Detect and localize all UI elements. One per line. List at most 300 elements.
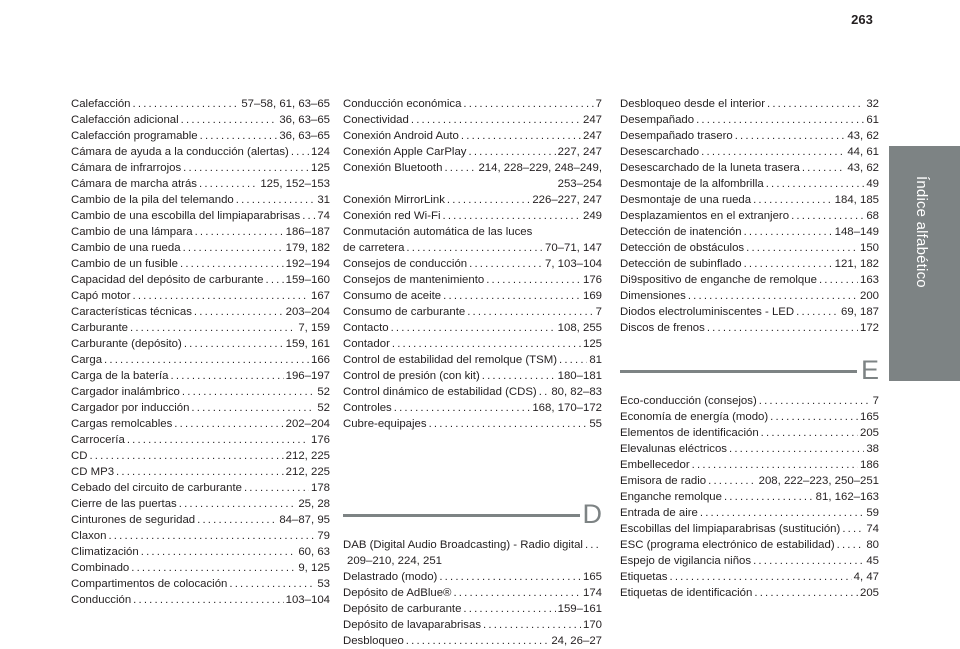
index-entry-term: Contador: [343, 338, 390, 350]
index-entry-pages: 24, 26–27: [551, 635, 602, 647]
dot-leader: [141, 544, 297, 560]
index-entry-term: Cambio de una lámpara: [71, 226, 193, 238]
index-entry-pages: 205: [859, 427, 879, 439]
index-entry: [620, 272, 879, 288]
dot-leader: [468, 144, 555, 160]
index-entry: [71, 464, 330, 480]
index-entry-term: Conmutación automática de las luces: [343, 226, 533, 238]
index-entry-term: Delastrado (modo): [343, 571, 438, 583]
index-entry: [620, 521, 879, 537]
index-entry-term: Carrocería: [71, 434, 125, 446]
dot-leader: [692, 457, 858, 473]
dot-leader: [486, 272, 581, 288]
index-entry-term: Claxon: [71, 530, 107, 542]
index-entry-term: Cierre de las puertas: [71, 498, 177, 510]
index-entry-term: Desescarchado de la luneta trasera: [620, 162, 800, 174]
index-entry-pages: 84–87, 95: [279, 514, 330, 526]
dot-leader: [195, 224, 284, 240]
dot-leader: [182, 384, 315, 400]
index-entry: [71, 160, 330, 176]
dot-leader: [837, 537, 865, 553]
section-rule: [620, 370, 857, 373]
index-entry-pages: 186: [859, 459, 879, 471]
index-entry: [343, 352, 602, 368]
index-entry-term: Desbloqueo: [343, 635, 404, 647]
dot-leader: [133, 592, 283, 608]
index-entry-term: Control de presión (con kit): [343, 370, 480, 382]
index-entry-term: Contacto: [343, 322, 389, 334]
dot-leader: [559, 352, 587, 368]
dot-leader: [184, 336, 284, 352]
index-entry: [343, 304, 602, 320]
index-entry: [343, 384, 602, 400]
dot-leader: [104, 352, 309, 368]
index-entry: [71, 560, 330, 576]
index-entry: [620, 112, 879, 128]
index-entry-pages: 180–181: [557, 370, 602, 382]
dot-leader: [394, 400, 531, 416]
dot-leader: [670, 569, 852, 585]
index-entry-term: Capó motor: [71, 290, 131, 302]
dot-leader: [133, 288, 309, 304]
index-entry-pages: 227, 247: [557, 146, 602, 158]
dot-leader: [754, 585, 858, 601]
index-entry: [71, 208, 330, 224]
index-entry-pages: 9, 125: [298, 562, 330, 574]
dot-leader: [130, 320, 296, 336]
dot-leader: [183, 160, 309, 176]
index-entry: [620, 409, 879, 425]
index-entry: [71, 144, 330, 160]
index-entry-pages: 165: [582, 571, 602, 583]
index-entry: [71, 112, 330, 128]
index-entry-term: Calefacción adicional: [71, 114, 179, 126]
index-entry: [343, 585, 602, 601]
index-entry-term: ESC (programa electrónico de estabilidad): [620, 539, 835, 551]
index-entry-term: Embellecedor: [620, 459, 690, 471]
index-entry-term: Desplazamientos en el extranjero: [620, 210, 790, 222]
index-entry-term: Escobillas del limpiaparabrisas (sustitución): [620, 523, 841, 535]
index-entry: [343, 569, 602, 585]
dot-leader: [108, 528, 315, 544]
dot-leader: [753, 553, 864, 569]
dot-leader: [744, 256, 833, 272]
index-entry: [620, 320, 879, 336]
dot-leader: [291, 144, 309, 160]
index-entry: [620, 96, 879, 112]
index-entry: [620, 425, 879, 441]
index-entry: [71, 432, 330, 448]
dot-leader: [469, 256, 543, 272]
dot-leader: [174, 416, 283, 432]
dot-leader: [131, 560, 296, 576]
index-entry: [71, 400, 330, 416]
index-entry-pages: 74: [866, 523, 879, 535]
section-header-d: [343, 498, 602, 530]
index-entry: [343, 112, 602, 128]
index-entry: [71, 272, 330, 288]
index-entry: [71, 240, 330, 256]
index-entry: [71, 352, 330, 368]
index-entry-term: Combinado: [71, 562, 130, 574]
index-column-3: [620, 96, 879, 601]
index-entry: [343, 288, 602, 304]
index-entry: [71, 576, 330, 592]
dot-leader: [539, 384, 550, 400]
index-entry: [620, 192, 879, 208]
dot-leader: [791, 208, 864, 224]
index-entry: [343, 336, 602, 352]
index-entry-pages: 70–71, 147: [544, 242, 602, 254]
dot-leader: [244, 480, 309, 496]
dot-leader: [700, 505, 864, 521]
index-entry-pages: 74: [317, 210, 330, 222]
index-entry: [343, 400, 602, 416]
index-entry-pages: 57–58, 61, 63–65: [241, 98, 330, 110]
dot-leader: [127, 432, 309, 448]
index-entry: [620, 505, 879, 521]
dot-leader: [429, 416, 588, 432]
index-entry: [71, 496, 330, 512]
index-entry: [343, 537, 602, 553]
dot-leader: [463, 96, 593, 112]
index-entry-pages: 176: [310, 434, 330, 446]
index-entry-pages: 32: [866, 98, 879, 110]
index-entry-term: Conducción económica: [343, 98, 462, 110]
index-entry-term: Calefacción: [71, 98, 131, 110]
index-entry-pages: 68: [866, 210, 879, 222]
index-entry: [71, 176, 330, 192]
dot-leader: [842, 521, 864, 537]
dot-leader: [796, 304, 839, 320]
index-entry: [71, 128, 330, 144]
dot-leader: [180, 256, 284, 272]
index-entry-term: Emisora de radio: [620, 475, 707, 487]
index-entry-term: Economía de energía (modo): [620, 411, 769, 423]
index-entry-pages: 170: [582, 619, 602, 631]
dot-leader: [302, 208, 315, 224]
index-entry-term: Elementos de identificación: [620, 427, 759, 439]
index-entry-pages: 55: [589, 418, 602, 430]
index-entry-pages: 208, 222–223, 250–251: [758, 475, 879, 487]
dot-leader: [707, 320, 858, 336]
section-tab-label: Índice alfabético: [913, 176, 930, 288]
index-entry-term: Conexión Android Auto: [343, 130, 459, 142]
index-entry-pages: 163: [859, 274, 879, 286]
dot-leader: [116, 464, 284, 480]
index-entry-term: Desmontaje de una rueda: [620, 194, 752, 206]
index-entry: [620, 393, 879, 409]
dot-leader: [744, 224, 833, 240]
index-entry-term: Climatización: [71, 546, 139, 558]
index-entry-term: CD MP3: [71, 466, 115, 478]
dot-leader: [171, 368, 284, 384]
index-entry-pages: 7: [595, 98, 602, 110]
dot-leader: [89, 448, 283, 464]
dot-leader: [199, 176, 258, 192]
index-entry: [343, 633, 602, 649]
dot-leader: [194, 304, 284, 320]
index-entry-pages: 61: [866, 114, 879, 126]
index-entry: [71, 96, 330, 112]
index-entry: [71, 528, 330, 544]
section-letter: D: [582, 499, 602, 529]
index-entry: [71, 288, 330, 304]
index-entry-term: Cambio de la pila del telemando: [71, 194, 234, 206]
index-entry-term: Conexión red Wi-Fi: [343, 210, 441, 222]
index-entry-term: Conducción: [71, 594, 132, 606]
index-entry-term: Cinturones de seguridad: [71, 514, 196, 526]
index-entry: [71, 448, 330, 464]
dot-leader: [802, 160, 846, 176]
index-entry-pages: 159, 161: [285, 338, 330, 350]
index-entry-term: Cargador inalámbrico: [71, 386, 180, 398]
index-entry: [343, 160, 602, 176]
index-entry-pages: 69, 187: [840, 306, 879, 318]
index-entry-pages: 7: [872, 395, 879, 407]
index-entry-term: Desempañado trasero: [620, 130, 733, 142]
index-entry: [343, 128, 602, 144]
index-entry-pages: 7: [595, 306, 602, 318]
dot-leader: [266, 272, 284, 288]
dot-leader: [729, 441, 864, 457]
index-entry-pages: 59: [866, 507, 879, 519]
index-entry: [620, 585, 879, 601]
index-entry-term: Desbloqueo desde el interior: [620, 98, 766, 110]
index-entry-term: Depósito de lavaparabrisas: [343, 619, 482, 631]
dot-leader: [444, 160, 476, 176]
index-entry-pages: 192–194: [285, 258, 330, 270]
index-entry-term: Cubre-equipajes: [343, 418, 427, 430]
index-entry-pages: 31: [317, 194, 330, 206]
index-entry-pages: 121, 182: [834, 258, 879, 270]
dot-leader: [453, 585, 581, 601]
index-entry-pages: 212, 225: [285, 466, 330, 478]
index-entry-term: Compartimentos de colocación: [71, 578, 228, 590]
dot-leader: [482, 368, 556, 384]
index-entry: [343, 617, 602, 633]
dot-leader: [766, 176, 865, 192]
index-entry-pages: 38: [866, 443, 879, 455]
index-entry-term: Entrada de aire: [620, 507, 698, 519]
index-entry-term: Espejo de vigilancia niños: [620, 555, 752, 567]
dot-leader: [483, 617, 581, 633]
index-column-2: [343, 96, 602, 649]
index-entry-pages: 214, 228–229, 248–249,: [478, 162, 602, 174]
index-entry-term: Conectividad: [343, 114, 409, 126]
dot-leader: [585, 537, 600, 553]
index-entry-term: Dimensiones: [620, 290, 686, 302]
index-entry-pages: 203–204: [285, 306, 330, 318]
dot-leader: [183, 240, 284, 256]
index-entry-term: Di9spositivo de enganche de remolque: [620, 274, 817, 286]
index-entry-term: Cambio de una escobilla del limpiaparabrisas: [71, 210, 301, 222]
index-entry-pages: 178: [310, 482, 330, 494]
index-entry: [620, 144, 879, 160]
index-entry-pages: 44, 61: [847, 146, 879, 158]
index-entry: [343, 192, 602, 208]
section-letter: E: [860, 355, 879, 385]
index-entry: [71, 384, 330, 400]
index-entry-pages: 166: [310, 354, 330, 366]
index-entry: [620, 176, 879, 192]
index-entry-pages: 196–197: [285, 370, 330, 382]
index-entry: [71, 304, 330, 320]
dot-leader: [746, 240, 858, 256]
index-entry-pages: 247: [582, 130, 602, 142]
index-entry: [620, 304, 879, 320]
index-entry: [343, 256, 602, 272]
index-entry-pages: 52: [317, 402, 330, 414]
index-entry: [620, 256, 879, 272]
index-entry-pages: 45: [866, 555, 879, 567]
dot-leader: [229, 576, 315, 592]
index-entry-term: Consejos de conducción: [343, 258, 468, 270]
index-entry-pages: 179, 182: [285, 242, 330, 254]
dot-leader: [443, 288, 581, 304]
index-entry-term: Depósito de carburante: [343, 603, 462, 615]
index-entry-term: CD: [71, 450, 88, 462]
dot-leader: [770, 409, 858, 425]
dot-leader: [688, 288, 858, 304]
dot-leader: [391, 320, 556, 336]
index-entry: [71, 336, 330, 352]
index-entry: [620, 537, 879, 553]
dot-leader: [761, 425, 858, 441]
index-entry-pages: 52: [317, 386, 330, 398]
index-entry-continuation: 253–254: [557, 178, 602, 190]
index-entry: [620, 441, 879, 457]
index-entry: [343, 272, 602, 288]
index-entry-pages: 159–160: [285, 274, 330, 286]
index-entry-term: Cargador por inducción: [71, 402, 190, 414]
index-entry: [620, 208, 879, 224]
dot-leader: [819, 272, 858, 288]
index-entry-pages: 169: [582, 290, 602, 302]
index-entry-pages: 125: [582, 338, 602, 350]
dot-leader: [696, 112, 864, 128]
dot-leader: [753, 192, 833, 208]
index-entry-term: Desempañado: [620, 114, 695, 126]
dot-leader: [463, 601, 555, 617]
dot-leader: [442, 208, 581, 224]
section-rule: [343, 514, 580, 517]
index-entry-pages: 172: [859, 322, 879, 334]
dot-leader: [708, 473, 757, 489]
index-entry-term: Cambio de una rueda: [71, 242, 181, 254]
index-entry-pages: 174: [582, 587, 602, 599]
dot-leader: [236, 192, 316, 208]
index-entry: [620, 473, 879, 489]
dot-leader: [133, 96, 240, 112]
index-entry-term: Discos de frenos: [620, 322, 705, 334]
index-entry: [620, 128, 879, 144]
dot-leader: [406, 633, 550, 649]
index-entry-pages: 167: [310, 290, 330, 302]
index-entry-term: Características técnicas: [71, 306, 192, 318]
index-entry-pages: 176: [582, 274, 602, 286]
index-entry-pages: 36, 63–65: [279, 114, 330, 126]
index-entry: [71, 224, 330, 240]
dot-leader: [724, 489, 814, 505]
index-entry: [71, 368, 330, 384]
index-entry-pages: 124: [310, 146, 330, 158]
index-entry-pages: 7, 159: [298, 322, 330, 334]
index-entry: [343, 368, 602, 384]
index-entry-pages: 53: [317, 578, 330, 590]
index-entry-term: Control dinámico de estabilidad (CDS): [343, 386, 537, 398]
index-entry: [343, 144, 602, 160]
index-entry-term: Cámara de marcha atrás: [71, 178, 197, 190]
index-entry-term: Carburante: [71, 322, 128, 334]
section-tab: [889, 146, 960, 381]
index-entry-pages: 125: [310, 162, 330, 174]
index-entry-term: Control de estabilidad del remolque (TSM): [343, 354, 557, 366]
index-entry-term: Carga de la batería: [71, 370, 169, 382]
index-entry: [71, 480, 330, 496]
dot-leader: [181, 112, 278, 128]
page-number: 263: [851, 12, 873, 27]
index-entry-pages: 159–161: [557, 603, 602, 615]
index-entry-term: Carburante (depósito): [71, 338, 182, 350]
index-entry-term: Enganche remolque: [620, 491, 722, 503]
index-entry-pages: 184, 185: [834, 194, 879, 206]
dot-leader: [735, 128, 846, 144]
index-entry-pages: 79: [317, 530, 330, 542]
dot-leader: [461, 128, 581, 144]
index-entry: [620, 240, 879, 256]
index-entry: [71, 416, 330, 432]
index-entry: [343, 601, 602, 617]
index-entry-pages: 150: [859, 242, 879, 254]
index-entry-pages: 249: [582, 210, 602, 222]
dot-leader: [759, 393, 871, 409]
section-header-e: [620, 354, 879, 386]
dot-leader: [447, 192, 530, 208]
index-entry: [620, 224, 879, 240]
dot-leader: [406, 240, 543, 256]
index-entry-term: Detección de inatención: [620, 226, 742, 238]
index-entry-term: Conexión Apple CarPlay: [343, 146, 467, 158]
index-entry: [620, 489, 879, 505]
index-entry: [71, 256, 330, 272]
dot-leader: [179, 496, 297, 512]
index-entry-term: Etiquetas: [620, 571, 668, 583]
dot-leader: [467, 304, 593, 320]
index-entry: [343, 240, 602, 256]
index-entry-pages: 81: [589, 354, 602, 366]
dot-leader: [701, 144, 845, 160]
index-entry-term: Etiquetas de identificación: [620, 587, 753, 599]
index-entry: [71, 192, 330, 208]
dot-leader: [191, 400, 315, 416]
index-entry-term: de carretera: [343, 242, 405, 254]
index-entry-term: Desmontaje de la alfombrilla: [620, 178, 764, 190]
index-entry-pages: 186–187: [285, 226, 330, 238]
index-entry: [71, 512, 330, 528]
index-entry-term: Detección de subinflado: [620, 258, 742, 270]
dot-leader: [197, 512, 277, 528]
index-entry-pages: 80: [866, 539, 879, 551]
index-entry-pages: 60, 63: [298, 546, 330, 558]
index-entry-term: DAB (Digital Audio Broadcasting) - Radio digital: [343, 539, 583, 551]
index-entry-term: Carga: [71, 354, 103, 366]
index-entry: [343, 208, 602, 224]
index-entry: [343, 320, 602, 336]
index-entry-term: Controles: [343, 402, 392, 414]
index-entry-pages: 205: [859, 587, 879, 599]
index-entry-term: Detección de obstáculos: [620, 242, 745, 254]
